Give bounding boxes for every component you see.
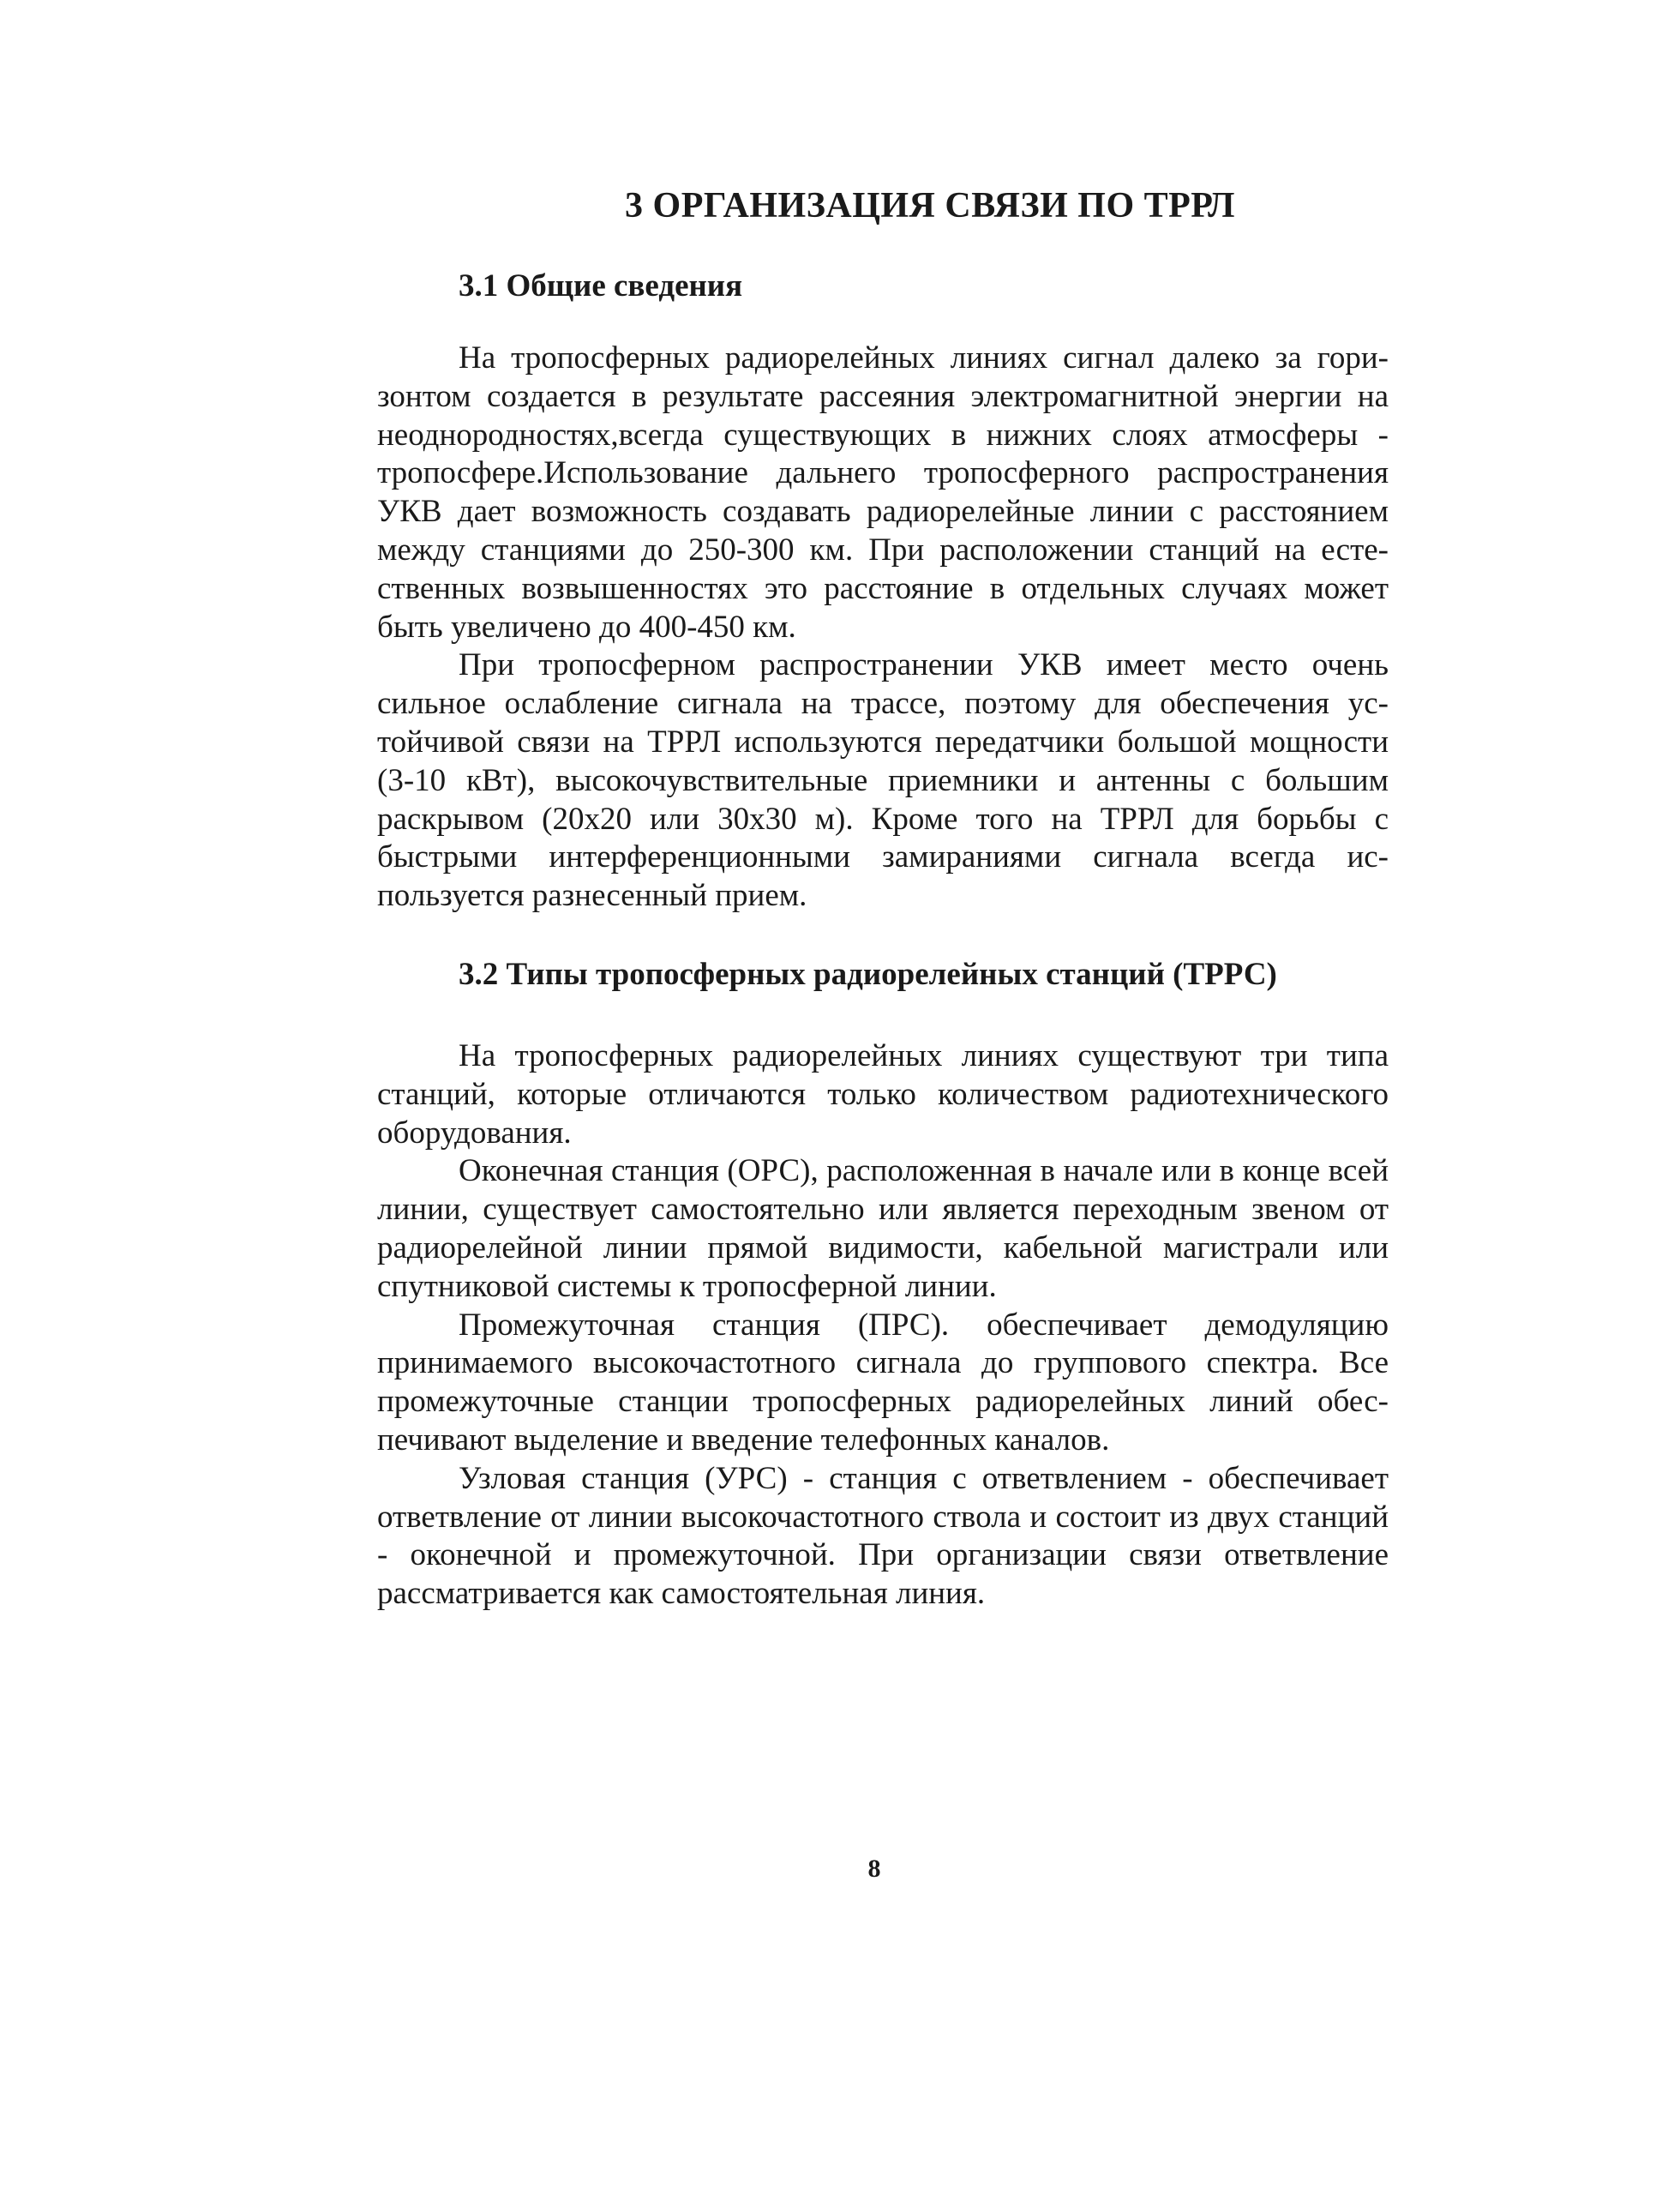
paragraph: На тропосферных радиорелейных линиях существуют три типа станций, которые отличаются только количеством радиотехнического оборудования. xyxy=(377,1038,1389,1151)
paragraph: При тропосферном распространении УКВ имеет место очень сильное ослабление сигнала на трассе, поэтому для обеспечения устойчивой связи на ТРРЛ используются передатчики большой мощности (3-10 кВт), высокочувствительные приемники и антенны с большим раскрывом (20x20 или 30x30 м). Кроме того на ТРРЛ для борьбы с быстрыми интерференционными замираниями сигнала всегда используется разнесенный прием. xyxy=(377,647,1389,914)
paragraph: Оконечная станция (ОРС), расположенная в начале или в конце всей линии, существует самостоятельно или является переходным звеном от радиорелейной линии прямой видимости, кабельной магистрали или спутниковой системы к тропосферной линии. xyxy=(377,1153,1389,1304)
section-body-general-info xyxy=(377,340,1389,916)
section-heading-general-info: 3.1 Общие сведения xyxy=(459,268,743,304)
paragraph: Промежуточная станция (ПРС). обеспечивает демодуляцию принимаемого высокочастотного сигнала до группового спектра. Все промежуточные станции тропосферных радиорелейных линий обеспечивают выделение и введение телефонных каналов. xyxy=(377,1307,1389,1458)
paragraph: Узловая станция (УРС) - станция с ответвлением - обеспечивает ответвление от линии высокочастотного ствола и состоит из двух станций - оконечной и промежуточной. При организации связи ответвление рассматривается как самостоятельная линия. xyxy=(377,1460,1389,1612)
paragraph: На тропосферных радиорелейных линиях сигнал далеко за горизонтом создается в результате рассеяния электромагнитной энергии на неоднородностях,всегда существующих в нижних слоях атмосферы - тропосфере.Использование дальнего тропосферного распространения УКВ дает возможность создавать радиорелейные линии с расстоянием между станциями до 250-300 км. При расположении станций на естественных возвышенностях это расстояние в отдельных случаях может быть увеличено до 400-450 км. xyxy=(377,340,1389,645)
page-number: 8 xyxy=(867,1854,881,1883)
chapter-title: 3 ОРГАНИЗАЦИЯ СВЯЗИ ПО ТРРЛ xyxy=(625,186,1235,225)
section-body-station-types xyxy=(377,1037,1389,1614)
section-heading-station-types: 3.2 Типы тропосферных радиорелейных станций (ТРРС) xyxy=(459,957,1277,992)
